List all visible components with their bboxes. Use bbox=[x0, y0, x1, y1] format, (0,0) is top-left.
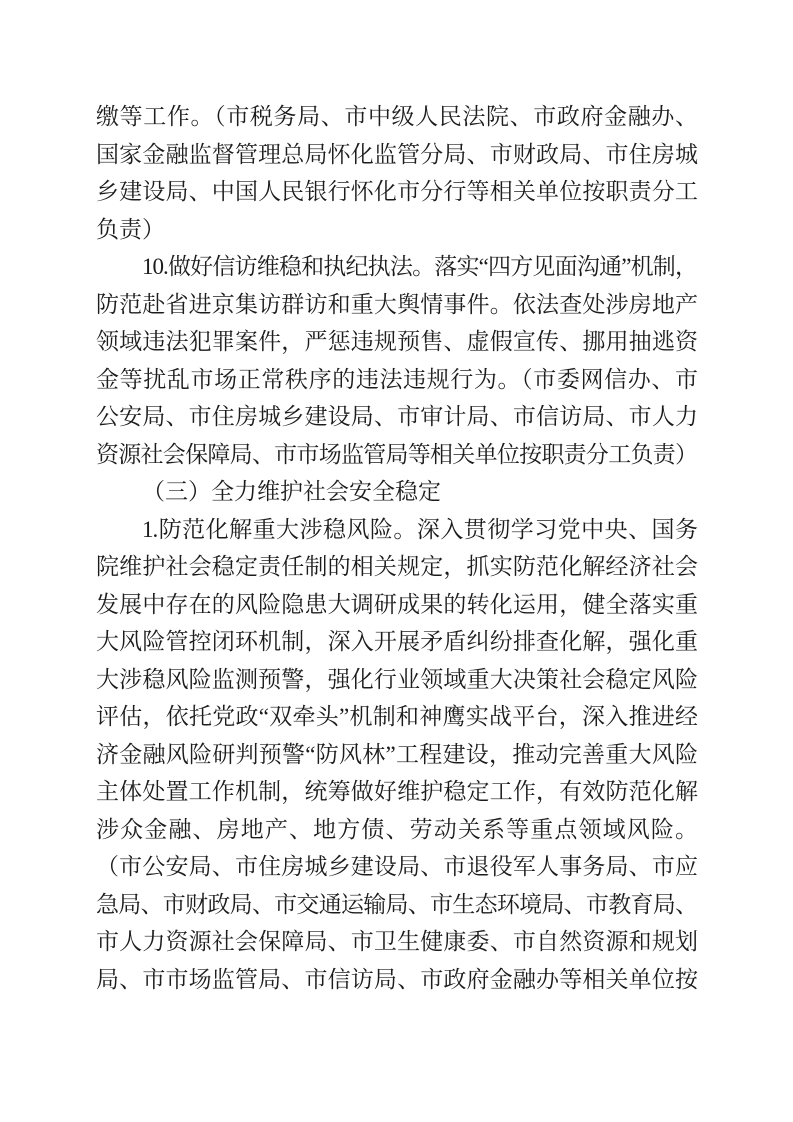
text-line: 负责） bbox=[96, 216, 165, 242]
section-heading: （三）全力维护社会安全稳定 bbox=[142, 479, 441, 504]
text-line: 大涉稳风险监测预警，强化行业领域重大决策社会稳定风险 bbox=[96, 666, 697, 692]
text-line: 评估，依托党政“双牵头”机制和神鹰实战平台，深入推进经 bbox=[96, 704, 697, 729]
body-paragraph bbox=[96, 511, 697, 999]
body-paragraph bbox=[96, 248, 697, 473]
text-line: 乡建设局、中国人民银行怀化市分行等相关单位按职责分工 bbox=[96, 179, 697, 204]
text-line: 领域违法犯罪案件，严惩违规预售、虚假宣传、挪用抽逃资 bbox=[96, 329, 697, 354]
text-line: （市公安局、市住房城乡建设局、市退役军人事务局、市应 bbox=[96, 854, 697, 879]
text-line: 院维护社会稳定责任制的相关规定，抓实防范化解经济社会 bbox=[96, 554, 697, 579]
text-line: 大风险管控闭环机制，深入开展矛盾纠纷排查化解，强化重 bbox=[96, 629, 697, 654]
text-line: 急局、市财政局、市交通运输局、市生态环境局、市教育局、 bbox=[96, 891, 697, 917]
text-line: 缴等工作。（市税务局、市中级人民法院、市政府金融办、 bbox=[96, 104, 697, 129]
text-line: 1.防范化解重大涉稳风险。深入贯彻学习党中央、国务 bbox=[142, 516, 697, 542]
text-line: 国家金融监督管理总局怀化监管分局、市财政局、市住房城 bbox=[96, 141, 697, 167]
text-line: 公安局、市住房城乡建设局、市审计局、市信访局、市人力 bbox=[96, 404, 697, 429]
text-line: 市人力资源社会保障局、市卫生健康委、市自然资源和规划 bbox=[96, 929, 697, 954]
body-paragraph bbox=[96, 98, 697, 248]
text-line: 济金融风险研判预警“防风林”工程建设，推动完善重大风险 bbox=[96, 741, 697, 767]
text-line: 发展中存在的风险隐患大调研成果的转化运用，健全落实重 bbox=[96, 591, 697, 617]
document-body bbox=[96, 98, 697, 998]
text-line: 资源社会保障局、市市场监管局等相关单位按职责分工负责） bbox=[96, 441, 697, 467]
text-line: 主体处置工作机制，统筹做好维护稳定工作，有效防范化解 bbox=[96, 779, 697, 804]
text-line: 防范赴省进京集访群访和重大舆情事件。依法查处涉房地产 bbox=[96, 291, 697, 317]
text-line: 金等扰乱市场正常秩序的违法违规行为。（市委网信办、市 bbox=[96, 366, 697, 392]
text-line: 涉众金融、房地产、地方债、劳动关系等重点领域风险。 bbox=[96, 816, 697, 842]
text-line: 局、市市场监管局、市信访局、市政府金融办等相关单位按 bbox=[96, 966, 697, 992]
section-heading-paragraph bbox=[96, 473, 697, 511]
text-line: 10.做好信访维稳和执纪执法。落实“四方见面沟通”机制， bbox=[142, 254, 697, 279]
